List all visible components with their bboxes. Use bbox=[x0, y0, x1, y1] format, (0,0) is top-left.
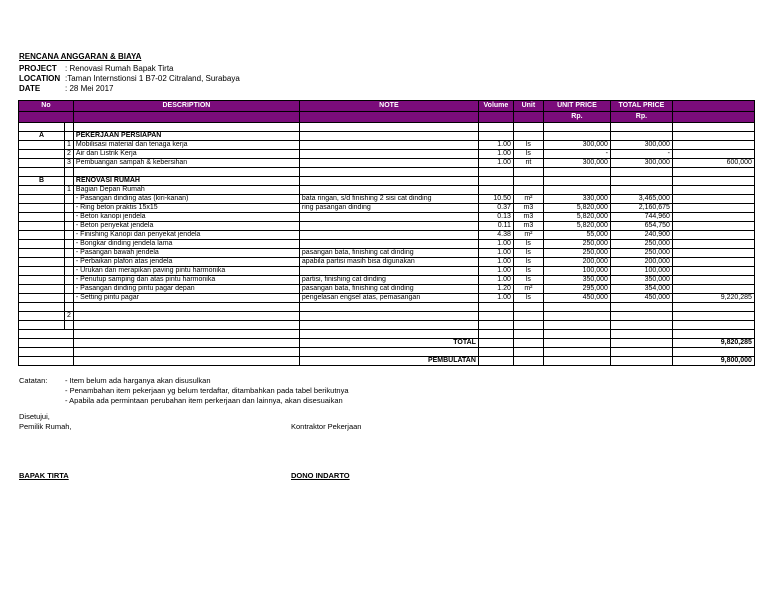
row-volume: 1.00 bbox=[478, 258, 513, 267]
table-row bbox=[19, 276, 755, 285]
row-unit-price: 5,820,000 bbox=[543, 213, 610, 222]
table-row bbox=[19, 258, 755, 267]
row-unit-price bbox=[543, 303, 610, 312]
row-subtotal bbox=[672, 285, 754, 294]
project-row bbox=[19, 64, 240, 74]
row-total-price bbox=[610, 132, 672, 141]
row-description bbox=[73, 312, 299, 321]
row-code: B bbox=[19, 177, 65, 186]
row-unit bbox=[513, 132, 543, 141]
header-description-sub bbox=[73, 112, 299, 123]
header-unit-price: UNIT PRICE bbox=[543, 101, 610, 112]
row-total-price bbox=[610, 312, 672, 321]
row-number: 2 bbox=[65, 150, 74, 159]
row-description: - Pasangan dinding atas (kiri-kanan) bbox=[73, 195, 299, 204]
row-note: apabila partisi masih bisa digunakan bbox=[299, 258, 478, 267]
row-unit: m² bbox=[513, 195, 543, 204]
row-code bbox=[19, 276, 65, 285]
document-header bbox=[19, 52, 240, 94]
row-description: - Bongkar dinding jendela lama bbox=[73, 240, 299, 249]
row-unit: m3 bbox=[513, 213, 543, 222]
row-total-price: 100,000 bbox=[610, 267, 672, 276]
contractor-label: Kontraktor Pekerjaan bbox=[291, 422, 362, 431]
row-code bbox=[19, 141, 65, 150]
row-unit-price bbox=[543, 321, 610, 330]
date-row bbox=[19, 84, 240, 94]
row-description: - Beton kanopi jendela bbox=[73, 213, 299, 222]
row-subtotal: 9,220,285 bbox=[672, 294, 754, 303]
header-note: NOTE bbox=[299, 101, 478, 112]
row-total-price: 2,160,675 bbox=[610, 204, 672, 213]
header-unit-price-currency: Rp. bbox=[543, 112, 610, 123]
table-row bbox=[19, 141, 755, 150]
row-subtotal bbox=[672, 204, 754, 213]
row-unit: m² bbox=[513, 231, 543, 240]
table-row bbox=[19, 150, 755, 159]
row-note bbox=[299, 150, 478, 159]
row-number bbox=[65, 267, 74, 276]
table-row bbox=[19, 204, 755, 213]
row-subtotal bbox=[672, 231, 754, 240]
row-unit: ls bbox=[513, 267, 543, 276]
header-volume: Volume bbox=[478, 101, 513, 112]
row-subtotal bbox=[672, 240, 754, 249]
header-subtotal-sub bbox=[672, 112, 754, 123]
row-total-price: 200,000 bbox=[610, 258, 672, 267]
table-row bbox=[19, 123, 755, 132]
header-total-price-currency: Rp. bbox=[610, 112, 672, 123]
row-volume: 1.00 bbox=[478, 294, 513, 303]
row-code: A bbox=[19, 132, 65, 141]
row-code bbox=[19, 231, 65, 240]
row-subtotal bbox=[672, 177, 754, 186]
row-subtotal bbox=[672, 312, 754, 321]
table-row bbox=[19, 249, 755, 258]
row-note: pengelasan engsel atas, pemasangan bbox=[299, 294, 478, 303]
row-volume: 0.37 bbox=[478, 204, 513, 213]
row-unit: m² bbox=[513, 285, 543, 294]
location-row bbox=[19, 74, 240, 84]
row-number bbox=[65, 294, 74, 303]
row-unit-price: 250,000 bbox=[543, 240, 610, 249]
row-number: 1 bbox=[65, 141, 74, 150]
row-note: ring pasangan dinding bbox=[299, 204, 478, 213]
row-note bbox=[299, 123, 478, 132]
row-number bbox=[65, 276, 74, 285]
row-code bbox=[19, 123, 65, 132]
row-code bbox=[19, 204, 65, 213]
header-no: No bbox=[19, 101, 74, 112]
row-volume bbox=[478, 168, 513, 177]
row-unit-price bbox=[543, 177, 610, 186]
row-number bbox=[65, 258, 74, 267]
row-unit-price bbox=[543, 168, 610, 177]
row-subtotal bbox=[672, 132, 754, 141]
row-code bbox=[19, 294, 65, 303]
row-unit bbox=[513, 123, 543, 132]
row-description bbox=[73, 168, 299, 177]
row-total-price: 300,000 bbox=[610, 141, 672, 150]
table-row bbox=[19, 321, 755, 330]
row-volume: 1.00 bbox=[478, 267, 513, 276]
row-number bbox=[65, 240, 74, 249]
row-unit-price: 295,000 bbox=[543, 285, 610, 294]
row-note bbox=[299, 222, 478, 231]
table-row bbox=[19, 231, 755, 240]
row-subtotal bbox=[672, 141, 754, 150]
row-description: PEKERJAAN PERSIAPAN bbox=[73, 132, 299, 141]
approval-block bbox=[19, 412, 72, 432]
header-note-sub bbox=[299, 112, 478, 123]
rounding-row bbox=[19, 357, 755, 366]
row-number bbox=[65, 222, 74, 231]
row-unit bbox=[513, 321, 543, 330]
notes-section bbox=[19, 376, 349, 406]
location-value: :Taman Internstionsi 1 B7-02 Citraland, Surabaya bbox=[65, 74, 240, 83]
row-code bbox=[19, 168, 65, 177]
row-subtotal bbox=[672, 222, 754, 231]
row-total-price bbox=[610, 321, 672, 330]
row-volume bbox=[478, 186, 513, 195]
row-code bbox=[19, 249, 65, 258]
row-volume bbox=[478, 132, 513, 141]
row-code bbox=[19, 258, 65, 267]
project-value: : Renovasi Rumah Bapak Tirta bbox=[65, 64, 174, 73]
row-unit-price: - bbox=[543, 150, 610, 159]
table-row bbox=[19, 303, 755, 312]
row-code bbox=[19, 195, 65, 204]
row-unit-price bbox=[543, 312, 610, 321]
row-volume: 1.00 bbox=[478, 141, 513, 150]
row-subtotal bbox=[672, 150, 754, 159]
row-number: 3 bbox=[65, 159, 74, 168]
spacer-row bbox=[19, 330, 755, 339]
row-unit-price: 250,000 bbox=[543, 249, 610, 258]
row-unit-price: 5,820,000 bbox=[543, 204, 610, 213]
document-title: RENCANA ANGGARAN & BIAYA bbox=[19, 52, 142, 61]
row-unit: ls bbox=[513, 294, 543, 303]
row-unit: m3 bbox=[513, 204, 543, 213]
table-header-row bbox=[19, 101, 755, 112]
spacer-row bbox=[19, 348, 755, 357]
row-code bbox=[19, 285, 65, 294]
row-volume: 1.20 bbox=[478, 285, 513, 294]
row-unit-price: 55,000 bbox=[543, 231, 610, 240]
row-volume: 10.50 bbox=[478, 195, 513, 204]
row-number bbox=[65, 204, 74, 213]
table-row bbox=[19, 240, 755, 249]
header-volume-sub bbox=[478, 112, 513, 123]
row-subtotal bbox=[672, 186, 754, 195]
table-row bbox=[19, 267, 755, 276]
row-note bbox=[299, 159, 478, 168]
row-note bbox=[299, 321, 478, 330]
row-volume bbox=[478, 303, 513, 312]
row-subtotal bbox=[672, 267, 754, 276]
row-total-price: 240,900 bbox=[610, 231, 672, 240]
row-description: - Urukan dan merapikan paving pintu harmonika bbox=[73, 267, 299, 276]
row-description: Bagian Depan Rumah bbox=[73, 186, 299, 195]
row-unit-price: 300,000 bbox=[543, 159, 610, 168]
row-note bbox=[299, 168, 478, 177]
header-unit-sub bbox=[513, 112, 543, 123]
row-total-price: 450,000 bbox=[610, 294, 672, 303]
total-label: TOTAL bbox=[299, 339, 478, 348]
row-volume: 1.00 bbox=[478, 150, 513, 159]
row-code bbox=[19, 213, 65, 222]
row-unit bbox=[513, 312, 543, 321]
row-unit: rit bbox=[513, 159, 543, 168]
row-code bbox=[19, 321, 65, 330]
row-code bbox=[19, 159, 65, 168]
row-total-price: 300,000 bbox=[610, 159, 672, 168]
row-volume: 0.11 bbox=[478, 222, 513, 231]
row-number bbox=[65, 231, 74, 240]
row-note bbox=[299, 132, 478, 141]
header-total-price: TOTAL PRICE bbox=[610, 101, 672, 112]
row-note: partisi, finishing cat dinding bbox=[299, 276, 478, 285]
table-header-subrow bbox=[19, 112, 755, 123]
date-label: DATE bbox=[19, 84, 41, 93]
agreed-label: Disetujui, bbox=[19, 412, 50, 421]
row-total-price: - bbox=[610, 150, 672, 159]
project-label: PROJECT bbox=[19, 64, 57, 73]
row-code bbox=[19, 222, 65, 231]
row-description: - Ring beton praktis 15x15 bbox=[73, 204, 299, 213]
contractor-name: DONO INDARTO bbox=[291, 471, 350, 480]
row-note bbox=[299, 177, 478, 186]
row-description: - Perbaikan plafon atas jendela bbox=[73, 258, 299, 267]
table-row bbox=[19, 177, 755, 186]
row-unit: ls bbox=[513, 249, 543, 258]
row-note: pasangan bata, finishing cat dinding bbox=[299, 249, 478, 258]
row-description: - Pasangan dinding pintu pagar depan bbox=[73, 285, 299, 294]
row-unit-price: 5,820,000 bbox=[543, 222, 610, 231]
header-no-sub bbox=[19, 112, 74, 123]
owner-label: Pemilik Rumah, bbox=[19, 422, 72, 431]
row-unit: ls bbox=[513, 141, 543, 150]
row-unit bbox=[513, 168, 543, 177]
row-number bbox=[65, 132, 74, 141]
rounding-value: 9,800,000 bbox=[672, 357, 754, 366]
row-subtotal bbox=[672, 123, 754, 132]
row-total-price bbox=[610, 168, 672, 177]
row-description: Mobilisasi material dan tenaga kerja bbox=[73, 141, 299, 150]
table-row bbox=[19, 213, 755, 222]
row-total-price: 654,750 bbox=[610, 222, 672, 231]
budget-table bbox=[18, 100, 755, 366]
row-subtotal bbox=[672, 168, 754, 177]
row-total-price: 250,000 bbox=[610, 249, 672, 258]
row-unit-price: 200,000 bbox=[543, 258, 610, 267]
table-row bbox=[19, 285, 755, 294]
row-subtotal bbox=[672, 303, 754, 312]
row-unit-price bbox=[543, 132, 610, 141]
row-unit-price bbox=[543, 123, 610, 132]
row-total-price bbox=[610, 177, 672, 186]
table-row bbox=[19, 168, 755, 177]
row-volume bbox=[478, 321, 513, 330]
row-volume: 0.13 bbox=[478, 213, 513, 222]
row-unit: ls bbox=[513, 240, 543, 249]
table-row bbox=[19, 132, 755, 141]
row-description: - Pasangan bawah jendela bbox=[73, 249, 299, 258]
row-volume: 1.00 bbox=[478, 249, 513, 258]
row-total-price: 250,000 bbox=[610, 240, 672, 249]
note-item: - Apabila ada permintaan perubahan item perkerjaan dan lainnya, akan disesuaikan bbox=[65, 396, 343, 405]
row-unit bbox=[513, 303, 543, 312]
header-description: DESCRIPTION bbox=[73, 101, 299, 112]
row-code bbox=[19, 186, 65, 195]
table-row bbox=[19, 294, 755, 303]
row-total-price: 354,000 bbox=[610, 285, 672, 294]
header-subtotal bbox=[672, 101, 754, 112]
row-note bbox=[299, 303, 478, 312]
row-number: 1 bbox=[65, 186, 74, 195]
location-label: LOCATION bbox=[19, 74, 61, 83]
notes-label: Catatan: bbox=[19, 376, 48, 385]
row-note bbox=[299, 186, 478, 195]
row-unit-price: 450,000 bbox=[543, 294, 610, 303]
row-note bbox=[299, 312, 478, 321]
row-note bbox=[299, 240, 478, 249]
row-description: - Finishing Kanopi dan penyekat jendela bbox=[73, 231, 299, 240]
row-code bbox=[19, 312, 65, 321]
date-value: : 28 Mei 2017 bbox=[65, 84, 114, 93]
row-volume bbox=[478, 312, 513, 321]
row-code bbox=[19, 303, 65, 312]
row-note bbox=[299, 141, 478, 150]
row-description: - Beton penyekat jendela bbox=[73, 222, 299, 231]
row-description: Air dan Listrik Kerja bbox=[73, 150, 299, 159]
row-number bbox=[65, 303, 74, 312]
row-note bbox=[299, 231, 478, 240]
row-subtotal bbox=[672, 276, 754, 285]
row-description: - Penutup samping dan atas pintu harmonika bbox=[73, 276, 299, 285]
row-subtotal bbox=[672, 321, 754, 330]
table-row bbox=[19, 195, 755, 204]
row-subtotal bbox=[672, 258, 754, 267]
table-row bbox=[19, 312, 755, 321]
row-unit bbox=[513, 186, 543, 195]
total-value: 9,820,285 bbox=[672, 339, 754, 348]
row-total-price bbox=[610, 303, 672, 312]
row-total-price: 350,000 bbox=[610, 276, 672, 285]
row-volume: 4.38 bbox=[478, 231, 513, 240]
row-unit bbox=[513, 177, 543, 186]
row-description: - Setting pintu pagar bbox=[73, 294, 299, 303]
row-subtotal bbox=[672, 249, 754, 258]
row-description: Pembuangan sampah & kebersihan bbox=[73, 159, 299, 168]
row-code bbox=[19, 240, 65, 249]
row-total-price bbox=[610, 123, 672, 132]
row-subtotal bbox=[672, 195, 754, 204]
row-code bbox=[19, 150, 65, 159]
row-number bbox=[65, 213, 74, 222]
total-row bbox=[19, 339, 755, 348]
row-unit-price: 330,000 bbox=[543, 195, 610, 204]
row-note bbox=[299, 267, 478, 276]
rounding-label: PEMBULATAN bbox=[299, 357, 478, 366]
note-item: - Item belum ada harganya akan disusulkan bbox=[65, 376, 211, 385]
row-volume: 1.00 bbox=[478, 240, 513, 249]
row-code bbox=[19, 267, 65, 276]
row-number bbox=[65, 195, 74, 204]
row-total-price: 3,465,000 bbox=[610, 195, 672, 204]
table-row bbox=[19, 186, 755, 195]
row-volume bbox=[478, 123, 513, 132]
note-item: - Penambahan item pekerjaan yg belum terdaftar, ditambahkan pada tabel berikutnya bbox=[65, 386, 349, 395]
row-unit-price: 300,000 bbox=[543, 141, 610, 150]
row-description bbox=[73, 303, 299, 312]
table-row bbox=[19, 222, 755, 231]
row-note: bata ringan, s/d finishing 2 sisi cat dinding bbox=[299, 195, 478, 204]
row-unit: ls bbox=[513, 276, 543, 285]
owner-name: BAPAK TIRTA bbox=[19, 471, 69, 480]
row-volume: 1.00 bbox=[478, 276, 513, 285]
row-unit-price: 100,000 bbox=[543, 267, 610, 276]
row-unit: ls bbox=[513, 258, 543, 267]
row-description: RENOVASI RUMAH bbox=[73, 177, 299, 186]
row-subtotal: 600,000 bbox=[672, 159, 754, 168]
row-volume: 1.00 bbox=[478, 159, 513, 168]
header-unit: Unit bbox=[513, 101, 543, 112]
table-row bbox=[19, 159, 755, 168]
row-number: 2 bbox=[65, 312, 74, 321]
row-number bbox=[65, 177, 74, 186]
row-number bbox=[65, 285, 74, 294]
row-unit-price bbox=[543, 186, 610, 195]
row-total-price bbox=[610, 186, 672, 195]
row-number bbox=[65, 249, 74, 258]
row-note bbox=[299, 213, 478, 222]
row-number bbox=[65, 123, 74, 132]
row-number bbox=[65, 168, 74, 177]
row-volume bbox=[478, 177, 513, 186]
row-description bbox=[73, 123, 299, 132]
row-note: pasangan bata, finishing cat dinding bbox=[299, 285, 478, 294]
row-description bbox=[73, 321, 299, 330]
row-total-price: 744,960 bbox=[610, 213, 672, 222]
row-subtotal bbox=[672, 213, 754, 222]
row-number bbox=[65, 321, 74, 330]
row-unit: ls bbox=[513, 150, 543, 159]
row-unit: m3 bbox=[513, 222, 543, 231]
row-unit-price: 350,000 bbox=[543, 276, 610, 285]
